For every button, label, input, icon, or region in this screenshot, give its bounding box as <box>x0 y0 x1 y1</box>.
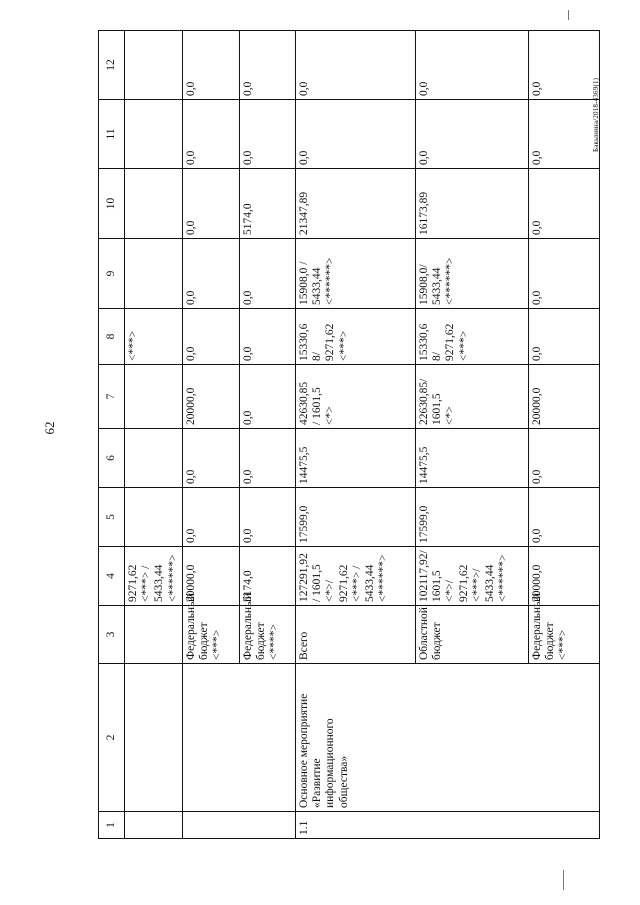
table-row <box>125 31 183 839</box>
cell-total: 20000,0 <box>182 547 239 606</box>
cell-year: 17599,0 <box>415 488 528 547</box>
cell-year: 0,0 <box>182 488 239 547</box>
document-code: Бакынина/2018-4369(1) <box>592 77 600 152</box>
cell-year: <***> <box>125 309 183 365</box>
cell-total: 20000,0 <box>528 547 599 606</box>
cell-num <box>125 812 183 839</box>
cell-year <box>125 169 183 239</box>
cell-year: 21347,89 <box>295 169 415 239</box>
header-cell: 12 <box>99 31 125 100</box>
cell-name: Основное мероприятие «Развитие информационного общества» <box>295 664 599 812</box>
cell-year: 0,0 <box>239 429 295 488</box>
cell-year: 14475,5 <box>415 429 528 488</box>
cell-total: 9271,62 <***> / 5433,44 <******> <box>125 547 183 606</box>
cell-year: 0,0 <box>182 31 239 100</box>
cell-year: 0,0 <box>528 309 599 365</box>
header-cell: 5 <box>99 488 125 547</box>
cell-year: 0,0 <box>295 100 415 169</box>
cell-year: 20000,0 <box>182 365 239 429</box>
header-row <box>99 31 125 839</box>
header-cell: 2 <box>99 664 125 812</box>
cell-total: 127291,92 / 1601,5 <*>/ 9271,62 <***> / 5433,44 <******> <box>295 547 415 606</box>
cell-total: 102117,92/ 1601,5 <*>/ 9271,62 <***>/ 5433,44 <******> <box>415 547 528 606</box>
header-cell: 10 <box>99 169 125 239</box>
cell-source <box>125 606 183 664</box>
cell-year: 0,0 <box>239 239 295 309</box>
cell-name <box>182 664 295 812</box>
cell-year: 0,0 <box>528 429 599 488</box>
cell-year: 0,0 <box>528 31 599 100</box>
cell-year <box>125 365 183 429</box>
cell-source: Всего <box>295 606 415 664</box>
cell-year <box>125 31 183 100</box>
cell-year: 0,0 <box>239 100 295 169</box>
cell-year <box>125 100 183 169</box>
cell-year: 16173,89 <box>415 169 528 239</box>
budget-table <box>98 30 600 839</box>
header-cell: 4 <box>99 547 125 606</box>
cell-source: Областной бюджет <box>415 606 528 664</box>
cell-year: 0,0 <box>295 31 415 100</box>
cell-year: 42630,85 / 1601,5 <*> <box>295 365 415 429</box>
header-cell: 7 <box>99 365 125 429</box>
header-cell: 3 <box>99 606 125 664</box>
cell-year: 15908,0/ 5433,44 <******> <box>415 239 528 309</box>
cell-year: 0,0 <box>528 169 599 239</box>
cell-year: 0,0 <box>182 429 239 488</box>
header-cell: 1 <box>99 812 125 839</box>
cell-num: 1.1 <box>295 812 599 839</box>
scan-edge-mark-bottom <box>563 870 564 890</box>
cell-year: 0,0 <box>415 31 528 100</box>
table-row <box>182 31 239 839</box>
header-cell: 9 <box>99 239 125 309</box>
cell-year: 15908,0 / 5433,44 <******> <box>295 239 415 309</box>
cell-source: Федеральный бюджет <***> <box>528 606 599 664</box>
header-cell: 11 <box>99 100 125 169</box>
page-number: 62 <box>42 421 57 435</box>
cell-year <box>125 429 183 488</box>
cell-year: 0,0 <box>182 309 239 365</box>
cell-year <box>125 239 183 309</box>
cell-year: 17599,0 <box>295 488 415 547</box>
cell-year <box>125 488 183 547</box>
header-cell: 6 <box>99 429 125 488</box>
cell-year: 0,0 <box>239 488 295 547</box>
cell-year: 0,0 <box>415 100 528 169</box>
cell-year: 0,0 <box>182 100 239 169</box>
cell-source: Федеральный бюджет <****> <box>239 606 295 664</box>
cell-year: 0,0 <box>528 239 599 309</box>
cell-total: 5174,0 <box>239 547 295 606</box>
rotated-table-wrapper <box>98 31 593 839</box>
scan-edge-mark-top <box>568 10 569 20</box>
cell-year: 14475,5 <box>295 429 415 488</box>
table-row <box>295 31 415 839</box>
cell-year: 0,0 <box>239 309 295 365</box>
cell-num <box>182 812 295 839</box>
cell-year: 5174,0 <box>239 169 295 239</box>
cell-year: 0,0 <box>528 100 599 169</box>
cell-year: 15330,6 8/ 9271,62 <***> <box>415 309 528 365</box>
cell-name <box>125 664 183 812</box>
cell-source: Федеральный бюджет <***> <box>182 606 239 664</box>
cell-year: 22630,85/ 1601,5 <*> <box>415 365 528 429</box>
cell-year: 15330,6 8/ 9271,62 <***> <box>295 309 415 365</box>
cell-year: 0,0 <box>239 365 295 429</box>
cell-year: 20000,0 <box>528 365 599 429</box>
cell-year: 0,0 <box>239 31 295 100</box>
cell-year: 0,0 <box>528 488 599 547</box>
cell-year: 0,0 <box>182 239 239 309</box>
cell-year: 0,0 <box>182 169 239 239</box>
header-cell: 8 <box>99 309 125 365</box>
